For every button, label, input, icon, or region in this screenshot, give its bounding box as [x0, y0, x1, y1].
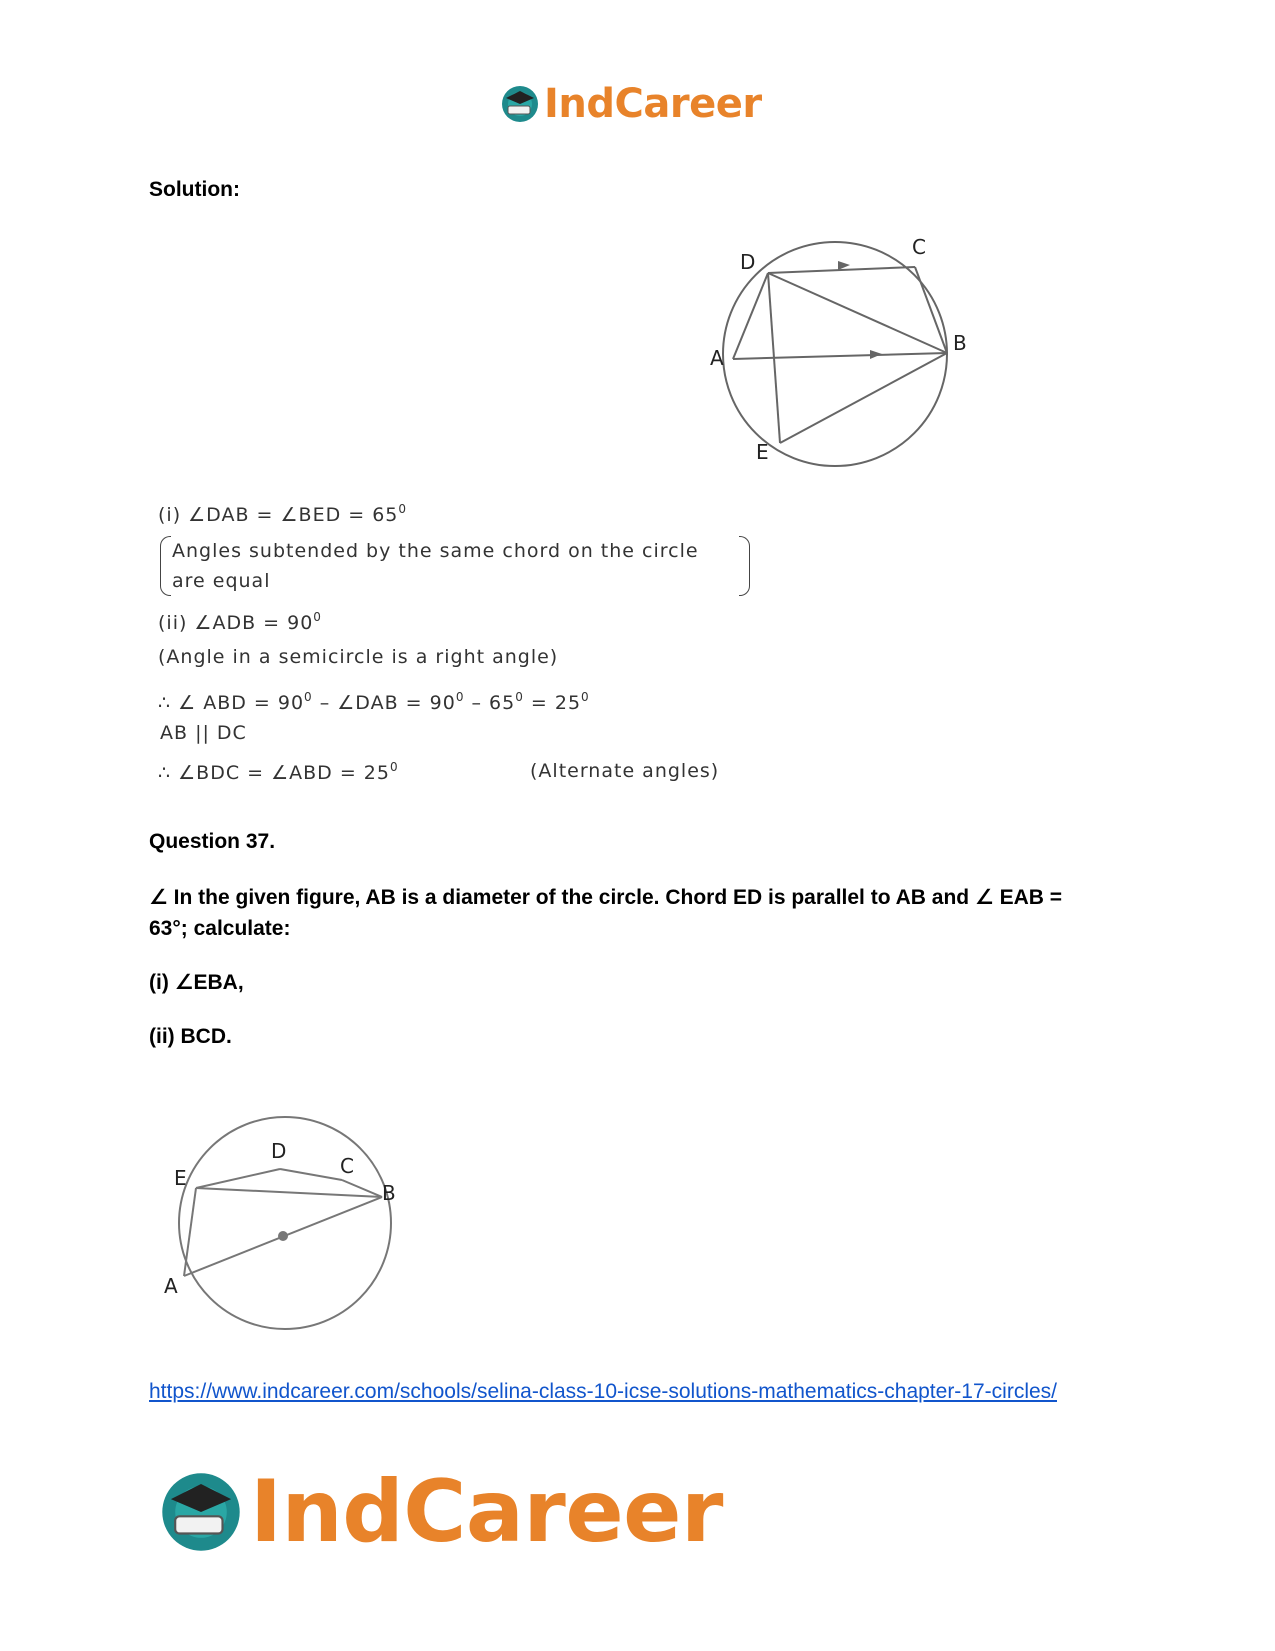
solution-reason-3: (Alternate angles) — [530, 760, 720, 782]
logo-brand-text: IndCareer — [250, 1462, 723, 1562]
label-a: A — [710, 346, 724, 370]
logo-globe-icon — [158, 1469, 244, 1555]
chord-ea — [184, 1188, 196, 1276]
chord-ed — [196, 1169, 280, 1188]
chord-dc — [280, 1169, 342, 1180]
label-e: E — [174, 1166, 187, 1190]
chord-eb — [780, 353, 947, 443]
label-b: B — [953, 331, 967, 355]
chord-db — [768, 273, 947, 353]
label-c: C — [912, 235, 926, 259]
solution-step-5: ∴ ∠BDC = ∠ABD = $25^0$ — [158, 760, 399, 784]
label-e: E — [756, 440, 769, 464]
chord-ab — [733, 353, 947, 359]
solution-reason-1: Angles subtended by the same chord on the circle are equal — [160, 536, 750, 600]
solution-step-4: AB || DC — [160, 722, 247, 744]
arrow-dc — [838, 261, 850, 270]
question-heading: Question 37. — [149, 830, 276, 853]
source-link[interactable]: https://www.indcareer.com/schools/selina-class-10-icse-solutions-mathematics-chapter-17-circles/ — [149, 1380, 1057, 1403]
center-point — [278, 1231, 288, 1241]
logo-globe-icon — [500, 84, 540, 124]
solution-step-2: (ii) ∠ADB = $90^0$ — [158, 610, 322, 634]
solution-step-1: (i) ∠DAB = ∠BED = $65^0$ — [158, 502, 408, 526]
label-d: D — [740, 250, 756, 274]
label-a: A — [164, 1274, 178, 1298]
solution-step-3: ∴ ∠ ABD = $90^0$ – ∠DAB = $90^0 - 65^0 = 25^0$ — [158, 690, 590, 714]
header-logo — [500, 80, 762, 128]
label-b: B — [382, 1181, 396, 1205]
solution-heading: Solution: — [149, 178, 240, 201]
question-figure — [150, 1075, 420, 1345]
label-d: D — [271, 1139, 287, 1163]
question-part-2: (ii) BCD. — [149, 1025, 232, 1048]
solution-reason-2: (Angle in a semicircle is a right angle) — [158, 646, 559, 668]
question-part-1: (i) ∠EBA, — [149, 971, 244, 994]
label-c: C — [340, 1154, 354, 1178]
question-text: ∠ In the given figure, AB is a diameter of the circle. Chord ED is parallel to AB and ∠ EAB = 63°; calculate: — [149, 886, 1063, 940]
chord-eb — [196, 1188, 382, 1197]
arrow-ab — [870, 350, 882, 359]
chord-da — [733, 273, 768, 359]
footer-logo — [158, 1462, 723, 1562]
logo-brand-text: IndCareer — [544, 81, 762, 127]
solution-figure — [690, 230, 1010, 480]
